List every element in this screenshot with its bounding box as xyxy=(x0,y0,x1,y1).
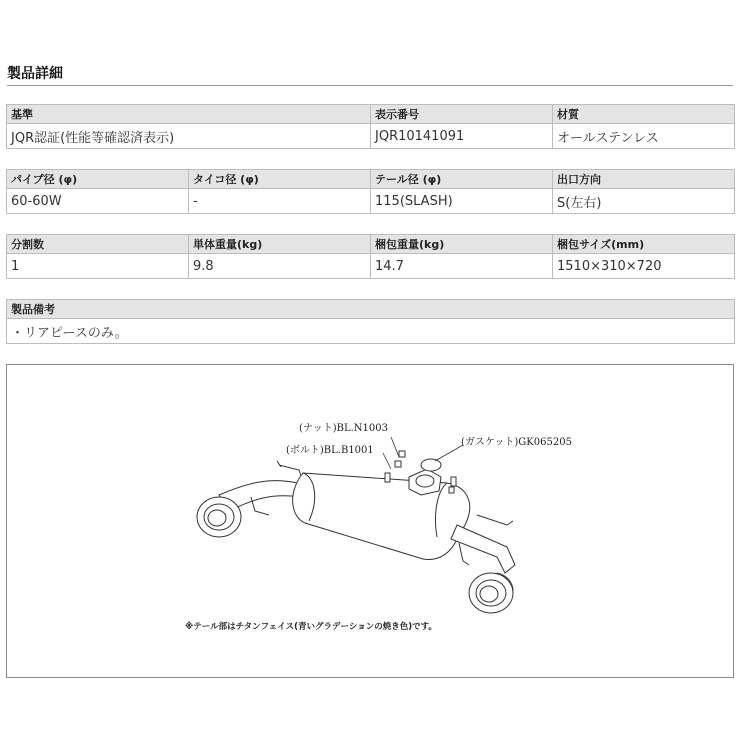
header-package-weight: 梱包重量(kg) xyxy=(371,235,553,254)
value-tail-diameter: 115(SLASH) xyxy=(371,189,553,214)
label-gasket: (ガスケット)GK065205 xyxy=(461,437,572,448)
header-pipe-diameter: パイプ径 (φ) xyxy=(7,170,189,189)
header-tail-diameter: テール径 (φ) xyxy=(371,170,553,189)
value-material: オールステンレス xyxy=(553,124,735,149)
value-pieces: 1 xyxy=(7,254,189,279)
header-package-size: 梱包サイズ(mm) xyxy=(553,235,735,254)
spec-table-weights xyxy=(6,234,735,279)
value-silencer-diameter: - xyxy=(189,189,371,214)
value-pipe-diameter: 60-60W xyxy=(7,189,189,214)
label-bolt: (ボルト)BL.B1001 xyxy=(286,445,374,456)
value-unit-weight: 9.8 xyxy=(189,254,371,279)
value-package-size: 1510×310×720 xyxy=(553,254,735,279)
header-material: 材質 xyxy=(553,105,735,124)
value-display-number: JQR10141091 xyxy=(371,124,553,149)
header-unit-weight: 単体重量(kg) xyxy=(189,235,371,254)
value-standard: JQR認証(性能等確認済表示) xyxy=(7,124,371,149)
header-silencer-diameter: タイコ径 (φ) xyxy=(189,170,371,189)
spec-table-notes xyxy=(6,299,735,344)
label-nut: (ナット)BL.N1003 xyxy=(299,423,388,434)
header-display-number: 表示番号 xyxy=(371,105,553,124)
header-standard: 基準 xyxy=(7,105,371,124)
muffler-body xyxy=(293,473,470,559)
value-product-notes: ・リアピースのみ。 xyxy=(7,319,735,344)
nut xyxy=(395,461,401,467)
diagram-note: ※テール部はチタンフェイス(青いグラデーションの焼き色)です。 xyxy=(185,622,437,632)
header-exit-direction: 出口方向 xyxy=(553,170,735,189)
section-title: 製品詳細 xyxy=(7,66,63,82)
header-pieces: 分割数 xyxy=(7,235,189,254)
header-product-notes: 製品備考 xyxy=(7,300,735,319)
spec-table-dimensions xyxy=(6,169,735,214)
bolt xyxy=(385,473,390,482)
title-divider xyxy=(7,85,733,86)
value-exit-direction: S(左右) xyxy=(553,189,735,214)
value-package-weight: 14.7 xyxy=(371,254,553,279)
gasket xyxy=(421,459,441,471)
product-diagram xyxy=(6,364,734,678)
spec-table-standard xyxy=(6,104,735,149)
